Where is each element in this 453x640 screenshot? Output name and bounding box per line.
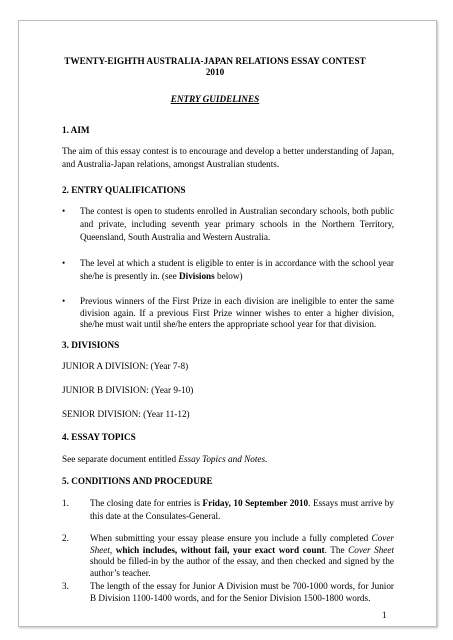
aim-text: The aim of this essay contest is to encourage and develop a better understanding of Japan, and Australia-Japan relations, amongst Australian students.	[62, 146, 394, 170]
condition-text: When submitting your essay please ensure you include a fully completed Cover Sheet, which includes, without fail, your exact word count. The Cover Sheet should be filled-in by the author of the essay, and then checked and signed by the author’s teacher.	[90, 533, 394, 578]
document-subtitle: ENTRY GUIDELINES	[170, 94, 260, 104]
bullet-icon: •	[62, 258, 66, 268]
topics-document-name: Essay Topics and Notes	[178, 454, 266, 464]
closing-date: Friday, 10 September 2010	[202, 498, 309, 508]
qualification-item	[62, 257, 394, 283]
condition-item	[62, 497, 394, 523]
bullet-icon: •	[62, 296, 66, 306]
condition-number: 3.	[62, 581, 69, 591]
condition-number: 1.	[62, 498, 69, 508]
qualification-text: The contest is open to students enrolled in Australian secondary schools, both public and private, including seventh year primary schools in the Northern Territory, Queensland, South Australia and Western Australia.	[80, 206, 394, 243]
topics-text: See separate document entitled Essay Topics and Notes.	[62, 454, 268, 464]
condition-item	[62, 533, 394, 579]
qualifications-heading: 2. ENTRY QUALIFICATIONS	[62, 185, 186, 195]
word-count-requirement: which includes, without fail, your exact word count	[115, 544, 325, 555]
condition-text: The closing date for entries is Friday, 10 September 2010. Essays must arrive by this date at the Consulates-General.	[90, 498, 394, 522]
qualification-item	[62, 205, 394, 245]
page-number: 1	[382, 610, 387, 620]
division-senior: SENIOR DIVISION: (Year 11-12)	[62, 409, 190, 419]
condition-item	[62, 581, 394, 604]
title-line-2: 2010	[205, 67, 225, 77]
divisions-reference: Divisions	[179, 271, 215, 282]
condition-number: 2.	[62, 533, 69, 543]
qualification-text: The level at which a student is eligible to enter is in accordance with the school year she/he is presently in. (see Divisions below)	[80, 258, 394, 282]
topics-heading: 4. ESSAY TOPICS	[62, 432, 136, 442]
document-title	[55, 56, 375, 78]
division-junior-a: JUNIOR A DIVISION: (Year 7-8)	[62, 361, 189, 371]
divisions-heading: 3. DIVISIONS	[62, 340, 120, 350]
aim-heading: 1. AIM	[62, 125, 90, 135]
qualification-text: Previous winners of the First Prize in each division are ineligible to enter the same division again. If a previous First Prize winner wishes to enter a higher division, she/he must wait until she/he enters the appropriate school year for that division.	[80, 296, 394, 329]
title-line-1: TWENTY-EIGHTH AUSTRALIA-JAPAN RELATIONS ESSAY CONTEST	[64, 56, 366, 66]
bullet-icon: •	[62, 206, 66, 216]
condition-text: The length of the essay for Junior A Division must be 700-1000 words, for Junior B Division 1100-1400 words, and for the Senior Division 1500-1800 words.	[90, 581, 394, 603]
qualification-item	[62, 296, 394, 331]
conditions-heading: 5. CONDITIONS AND PROCEDURE	[62, 476, 213, 486]
division-junior-b: JUNIOR B DIVISION: (Year 9-10)	[62, 385, 194, 395]
